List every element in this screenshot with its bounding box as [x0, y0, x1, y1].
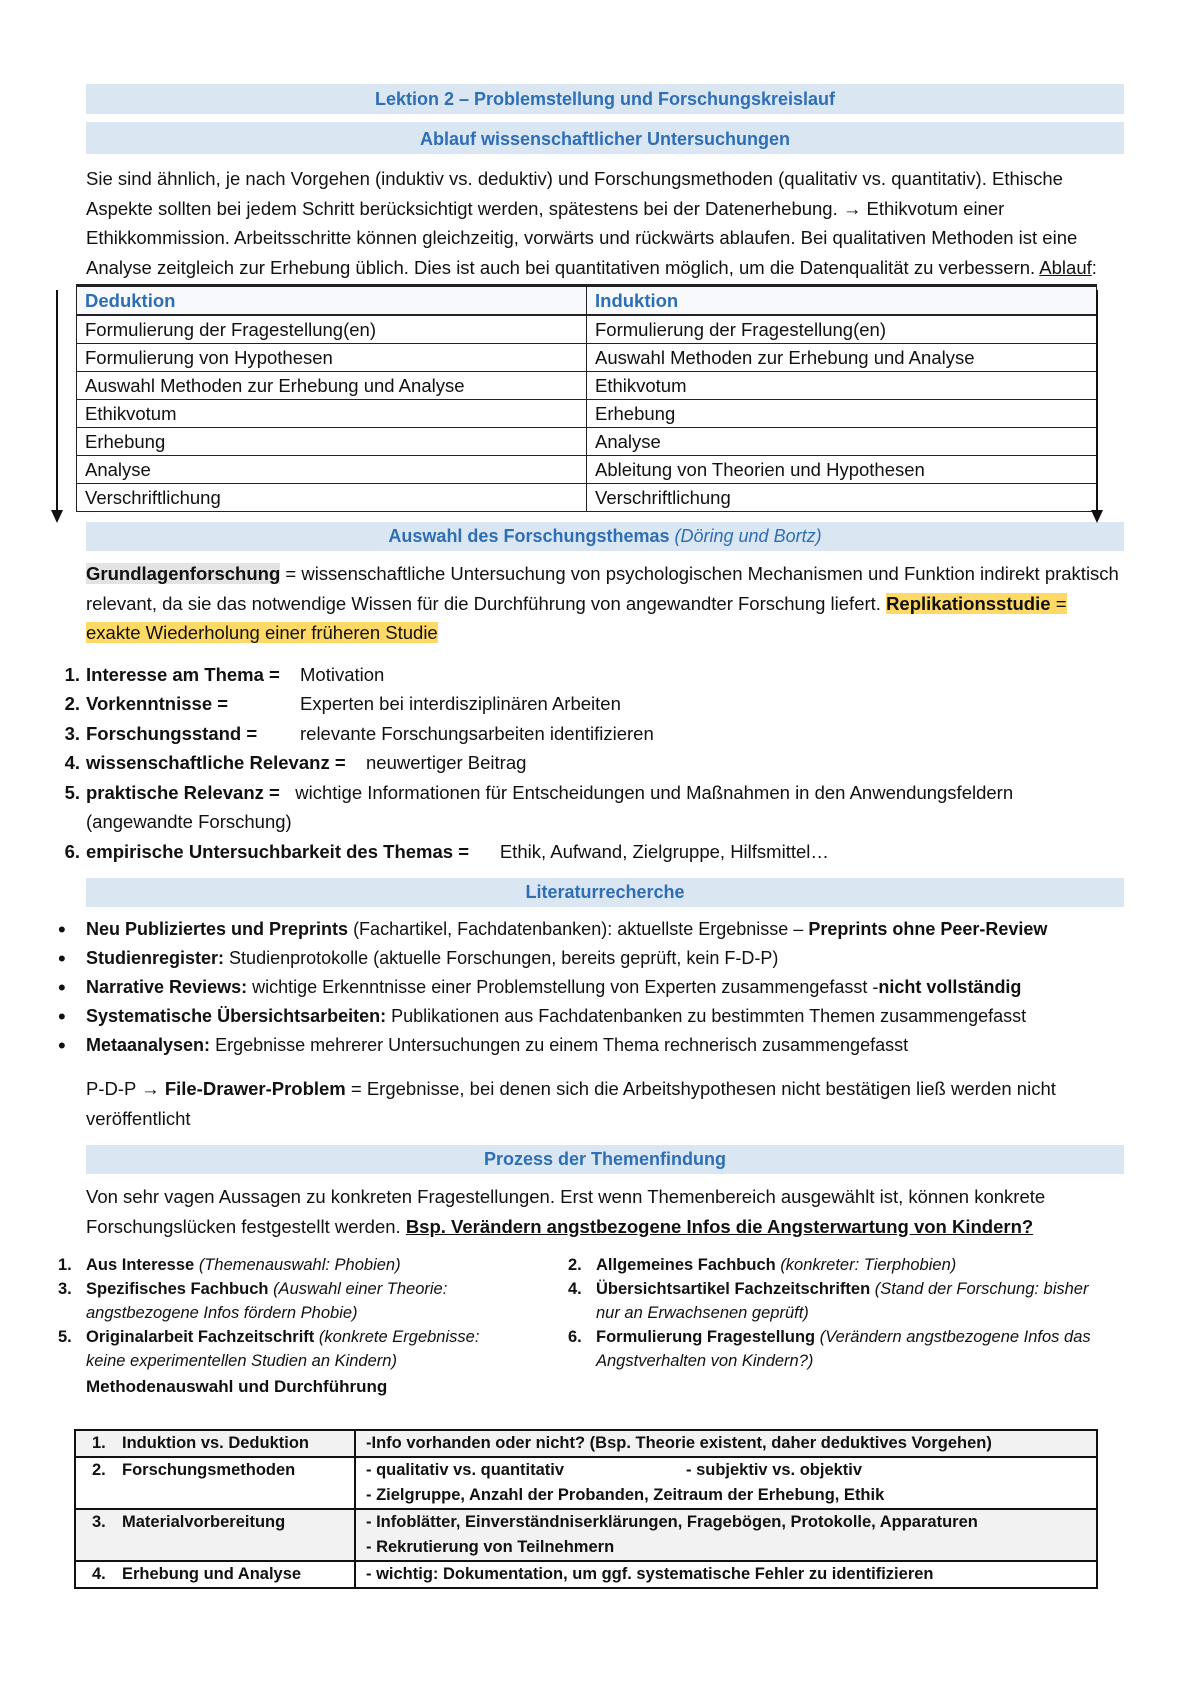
cell: Formulierung von Hypothesen	[77, 344, 587, 372]
list-item: 6. empirische Untersuchbarkeit des Themas = Ethik, Aufwand, Zielgruppe, Hilfsmittel…	[64, 840, 829, 862]
section-title-bar	[86, 878, 1124, 907]
flow-table	[76, 284, 1097, 512]
header-induktion: Induktion	[587, 286, 1097, 316]
intro-paragraph	[86, 164, 1124, 282]
criteria-list	[64, 660, 1124, 867]
table-row	[75, 1457, 1097, 1509]
header-deduktion: Deduktion	[77, 286, 587, 316]
lesson-title: Lektion 2 – Problemstellung und Forschungskreislauf	[374, 89, 836, 109]
right-down-arrow-icon	[1090, 290, 1104, 525]
steps-two-column	[58, 1253, 1124, 1419]
cell: Ethikvotum	[77, 400, 587, 428]
cell: 1. Induktion vs. Deduktion	[75, 1430, 355, 1457]
methods-heading: Methodenauswahl und Durchführung	[86, 1377, 388, 1396]
cell: - qualitativ vs. quantitativ - subjektiv vs. objektiv - Zielgruppe, Anzahl der Probanden, Zeitraum der Erhebung, Ethik	[355, 1457, 1097, 1509]
ablauf-link-text: Ablauf	[1039, 256, 1092, 278]
section-title-reference: (Döring und Bortz)	[674, 526, 822, 546]
list-item: 4. Übersichtsartikel Fachzeitschriften (Stand der Forschung: bisher nur an Erwachsenen geprüft)	[568, 1280, 1089, 1322]
document-page	[58, 84, 1124, 1589]
cell: - wichtig: Dokumentation, um ggf. systematische Fehler zu identifizieren	[355, 1561, 1097, 1588]
intro-text: Sie sind ähnlich, je nach Vorgehen (induktiv vs. deduktiv) und Forschungsmethoden (qualitativ vs. quantitativ). Ethische Aspekte sollten bei jedem Schritt berücksichtigt werden, spätestens bei der Datenerhebung. → Ethikvotum einer Ethikkommission. Arbeitsschritte können gleichzeitig, vorwärts und rückwärts ablaufen. Bei qualitativen Methoden ist eine Analyse zeitgleich zur Erhebung üblich. Dies ist auch bei quantitativen möglich, um die Datenqualität zu verbessern. Ablauf:	[86, 168, 1097, 278]
table-row	[75, 1509, 1097, 1561]
cell: Formulierung der Fragestellung(en)	[77, 315, 587, 344]
list-item: 5. Originalarbeit Fachzeitschrift (konkrete Ergebnisse: keine experimentellen Studien an Kindern)	[58, 1328, 480, 1370]
list-item: 6. Formulierung Fragestellung (Verändern angstbezogene Infos das Angstverhalten von Kindern?)	[568, 1328, 1091, 1370]
table-row	[77, 315, 1097, 344]
cell: Analyse	[587, 428, 1097, 456]
literature-bullets	[86, 915, 1124, 1060]
themenfindung-paragraph: Von sehr vagen Aussagen zu konkreten Fragestellungen. Erst wenn Themenbereich ausgewählt ist, können konkrete Forschungslücken festgestellt werden. Bsp. Verändern angstbezogene Infos die Angsterwartung von Kindern?	[86, 1186, 1046, 1237]
list-item: 5. praktische Relevanz = wichtige Informationen für Entscheidungen und Maßnahmen in den Anwendungsfeldern (angewandte Forschung)	[64, 781, 1014, 832]
cell: Erhebung	[77, 428, 587, 456]
list-item: • Systematische Übersichtsarbeiten: Publikationen aus Fachdatenbanken zu bestimmten Themen zusammengefasst	[86, 1002, 1124, 1031]
list-item: 1. Interesse am Thema = Motivation	[64, 663, 385, 685]
replikationsstudie-term: Replikationsstudie	[886, 592, 1051, 614]
grundlagen-paragraph	[86, 559, 1124, 648]
section-title-themenfindung: Prozess der Themenfindung	[483, 1149, 727, 1169]
table-row	[77, 344, 1097, 372]
grundlagenforschung-term: Grundlagenforschung	[86, 563, 281, 584]
cell: Formulierung der Fragestellung(en)	[587, 315, 1097, 344]
left-down-arrow-icon	[50, 290, 64, 525]
list-item: 2. Allgemeines Fachbuch (konkreter: Tierphobien)	[568, 1256, 957, 1274]
table-row	[77, 484, 1097, 512]
section-title-ablauf: Ablauf wissenschaftlicher Untersuchungen	[419, 129, 791, 149]
table-row	[75, 1430, 1097, 1457]
table-row	[77, 372, 1097, 400]
section-title-forschungsthema: Auswahl des Forschungsthemas	[388, 526, 670, 546]
cell: Erhebung	[587, 400, 1097, 428]
cell: Verschriftlichung	[587, 484, 1097, 512]
cell: 2. Forschungsmethoden	[75, 1457, 355, 1509]
cell: -Info vorhanden oder nicht? (Bsp. Theorie existent, daher deduktives Vorgehen)	[355, 1430, 1097, 1457]
list-item: • Metaanalysen: Ergebnisse mehrerer Untersuchungen zu einem Thema rechnerisch zusammengefasst	[86, 1031, 1124, 1060]
list-item: 3. Spezifisches Fachbuch (Auswahl einer Theorie: angstbezogene Infos fördern Phobie)	[58, 1280, 448, 1322]
list-item: • Neu Publiziertes und Preprints (Fachartikel, Fachdatenbanken): aktuellste Ergebnisse – Preprints ohne Peer-Review	[86, 915, 1124, 944]
list-item: 1. Aus Interesse (Themenauswahl: Phobien)	[58, 1256, 401, 1274]
cell: Auswahl Methoden zur Erhebung und Analyse	[77, 372, 587, 400]
lesson-title-bar	[86, 84, 1124, 114]
table-row	[75, 1561, 1097, 1588]
list-item: 3. Forschungsstand = relevante Forschungsarbeiten identifizieren	[64, 722, 654, 744]
grundlagenforschung-text: = wissenschaftliche Untersuchung von psychologischen Mechanismen und Funktion indirekt praktisch relevant, da sie das notwendige Wissen für die Durchführung von angewandter Forschung liefert.	[86, 563, 1119, 614]
cell: Ethikvotum	[587, 372, 1097, 400]
methods-table	[74, 1429, 1098, 1589]
cell: 3. Materialvorbereitung	[75, 1509, 355, 1561]
replikationsstudie-text: = exakte Wiederholung einer früheren Studie	[86, 592, 1067, 643]
fdp-paragraph	[86, 1074, 1124, 1133]
cell: Analyse	[77, 456, 587, 484]
table-row	[77, 428, 1097, 456]
cell: Verschriftlichung	[77, 484, 587, 512]
list-item: 2. Vorkenntnisse = Experten bei interdisziplinären Arbeiten	[64, 693, 621, 714]
cell: Ableitung von Theorien und Hypothesen	[587, 456, 1097, 484]
list-item: 4. wissenschaftliche Relevanz = neuwertiger Beitrag	[64, 752, 527, 773]
flow-table-header	[77, 286, 1097, 316]
flow-table-wrapper	[86, 284, 1124, 512]
example-question: Bsp. Verändern angstbezogene Infos die Angsterwartung von Kindern?	[405, 1215, 1034, 1237]
cell: - Infoblätter, Einverständniserklärungen, Fragebögen, Protokolle, Apparaturen - Rekrutierung von Teilnehmern	[355, 1509, 1097, 1561]
section-title-bar	[86, 122, 1124, 154]
list-item: • Studienregister: Studienprotokolle (aktuelle Forschungen, bereits geprüft, kein F-D-P)	[86, 944, 1124, 973]
list-item: • Narrative Reviews: wichtige Erkenntnisse einer Problemstellung von Experten zusammengefasst -nicht vollständig	[86, 973, 1124, 1002]
table-row	[77, 400, 1097, 428]
table-row	[77, 456, 1097, 484]
section-title-bar	[86, 522, 1124, 551]
cell: Auswahl Methoden zur Erhebung und Analyse	[587, 344, 1097, 372]
section-title-literatur: Literaturrecherche	[525, 882, 685, 902]
fdp-prefix: P-D-P →	[86, 1078, 160, 1099]
section-title-bar	[86, 1145, 1124, 1174]
fdp-text: = Ergebnisse, bei denen sich die Arbeitshypothesen nicht bestätigen ließ werden nicht veröffentlicht	[86, 1078, 1056, 1129]
fdp-term: File-Drawer-Problem	[164, 1078, 346, 1099]
cell: 4. Erhebung und Analyse	[75, 1561, 355, 1588]
